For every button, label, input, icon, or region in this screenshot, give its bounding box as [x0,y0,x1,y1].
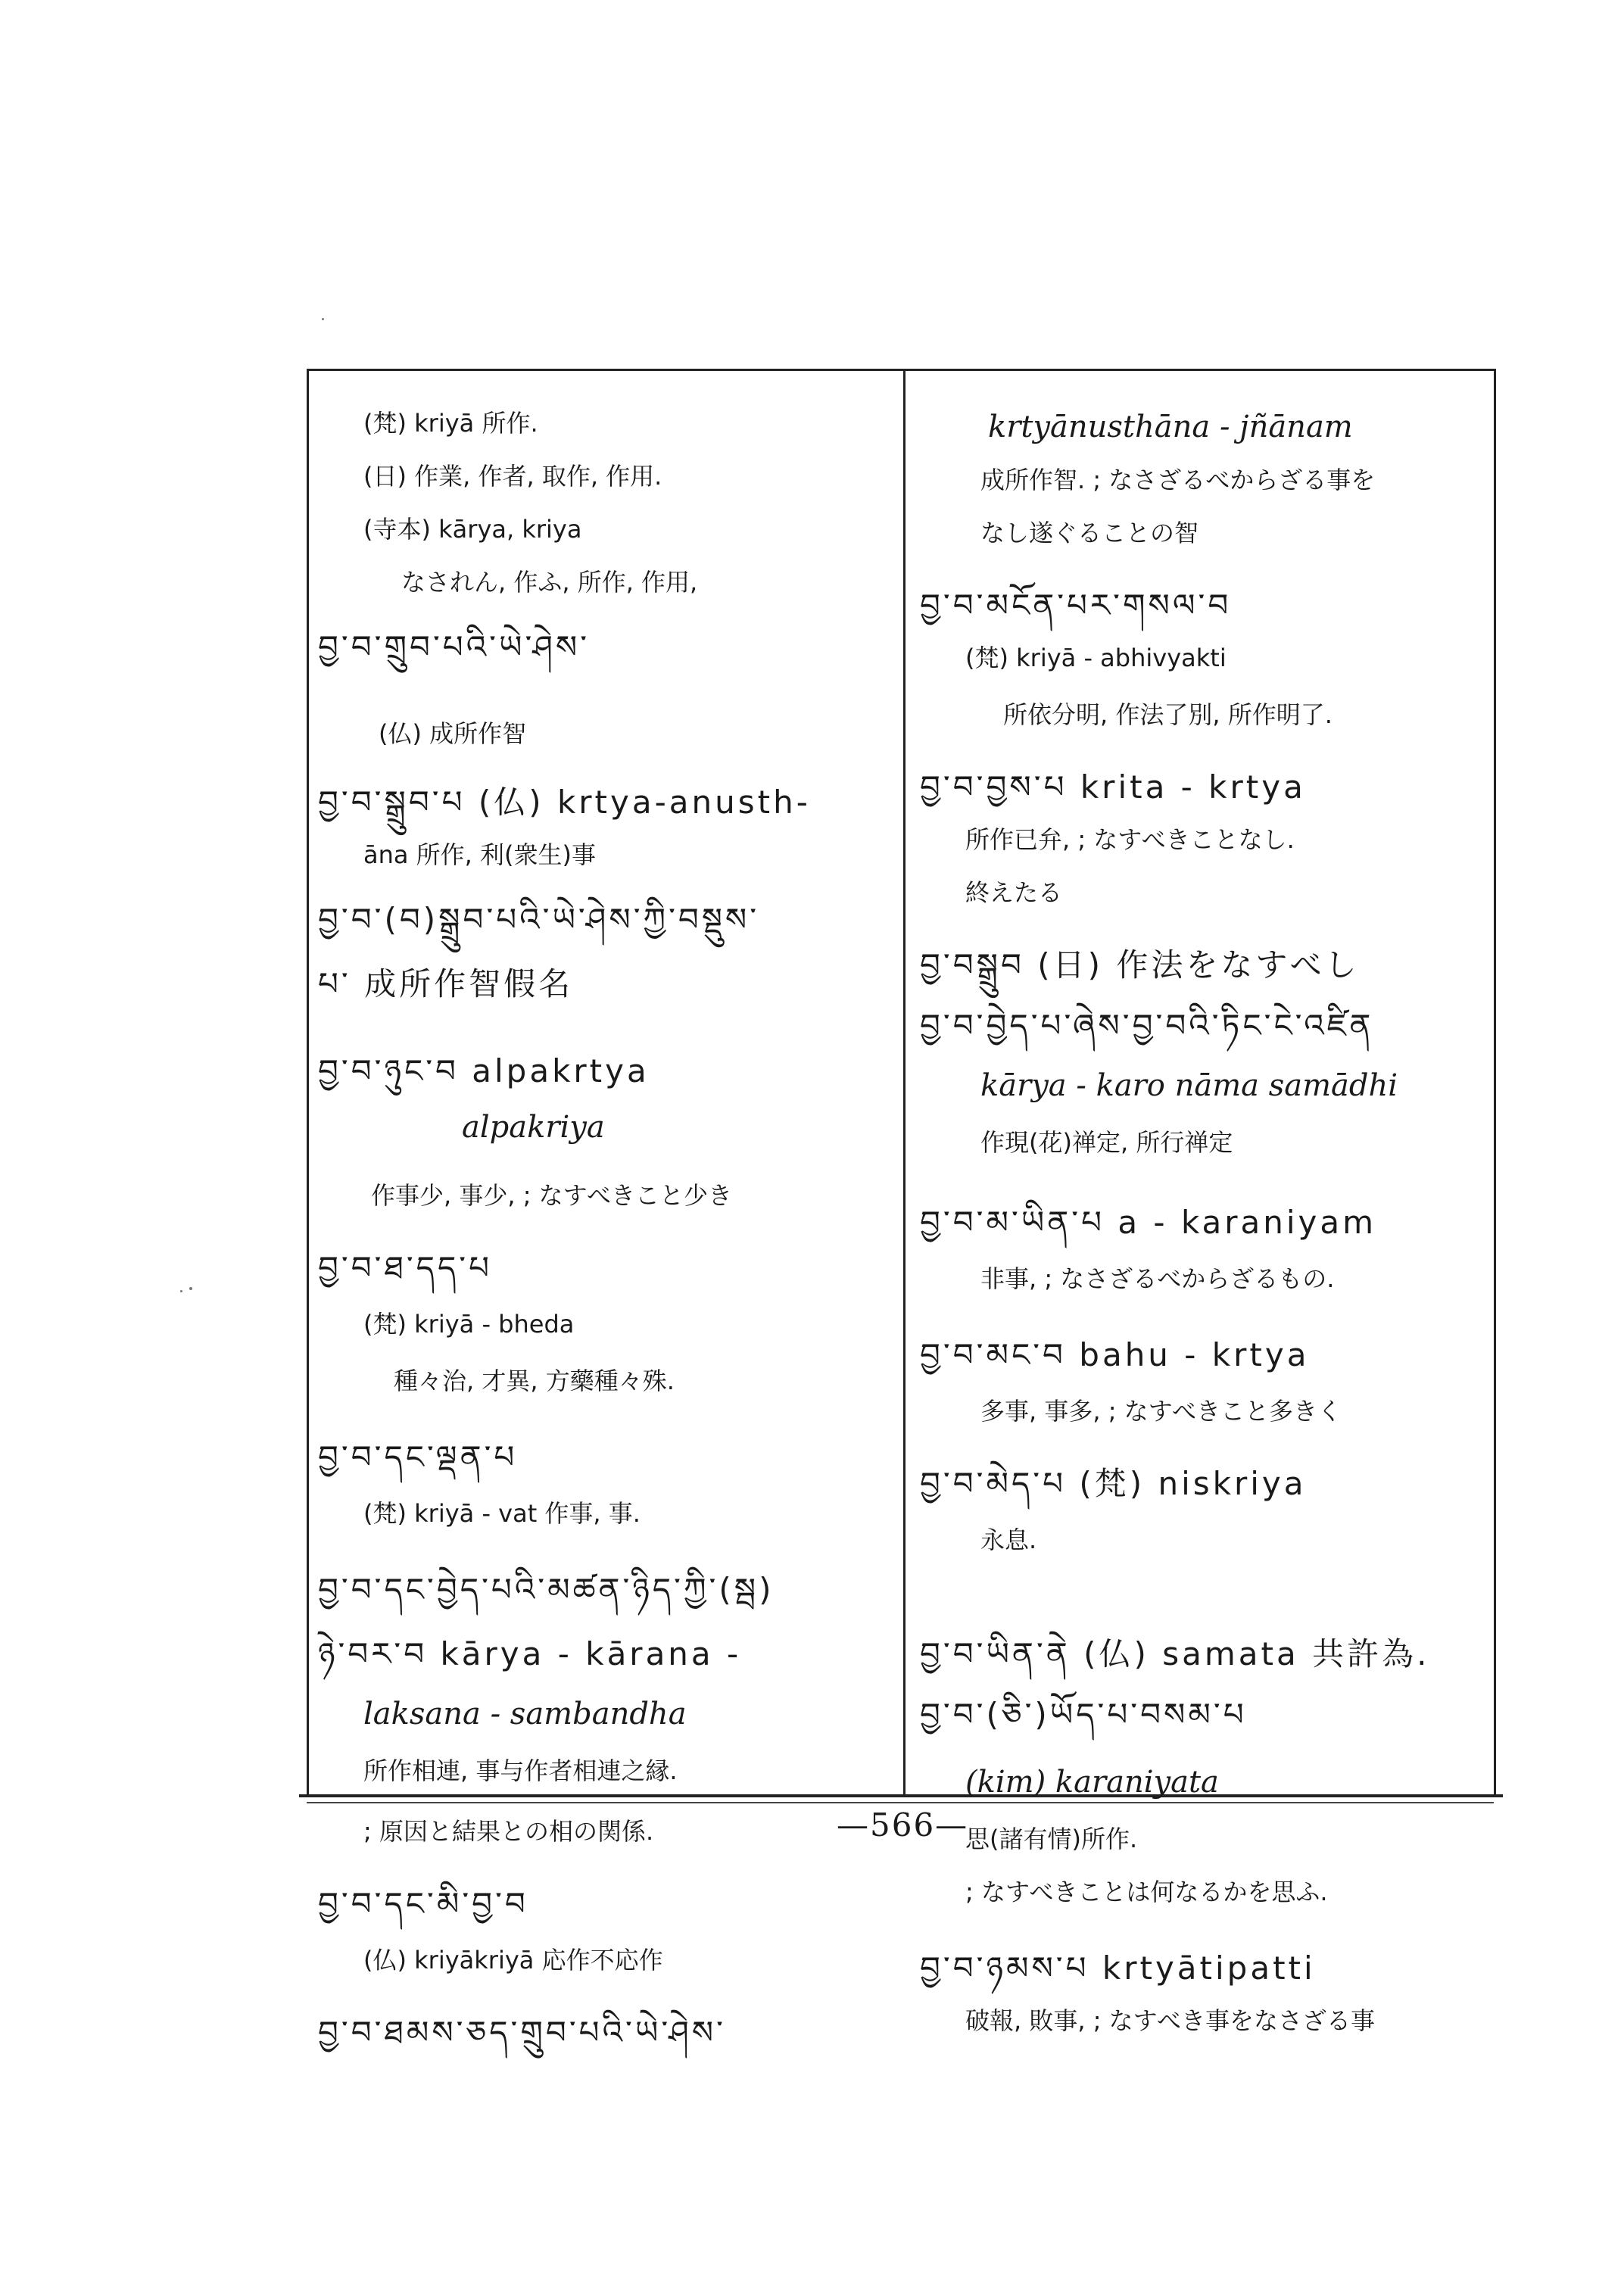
entry-line: 成所作智. ; なさざるべからざる事を [980,466,1376,494]
romanized-term: laksana - sambandha [363,1697,687,1731]
entry-line: āna 所作, 利(衆生)事 [363,840,596,869]
entry-line: 多事, 事多, ; なすべきこと多きく [980,1397,1342,1426]
tibetan-headword: བྱ་བ་གྲུབ་པའི་ཡེ་ཤེས་ [318,628,591,665]
entry-line: 終えたる [965,878,1063,907]
scan-speck [180,1290,182,1292]
entry-line: なされん, 作ふ, 所作, 作用, [401,568,698,597]
entry-line: (仏) kriyākriyā 応作不応作 [363,1946,663,1975]
entry-line: (仏) 成所作智 [379,719,527,748]
entry-line: པ་ 成所作智假名 [318,965,574,1002]
entry-line: (梵) kriyā - vat 作事, 事. [363,1499,641,1528]
entry-line: 思(諸有情)所作. [965,1825,1138,1853]
tibetan-headword: བྱ་བསྒྲུབ (日) 作法をなすべし [920,946,1360,983]
page-number: —566— [837,1806,969,1844]
entry-line: ; なすべきことは何なるかを思ふ. [965,1878,1328,1906]
entry-line: 破報, 敗事, ; なすべき事をなさざる事 [965,2006,1376,2035]
tibetan-headword: བྱ་བ་ཉམས་པ krtyātipatti [920,1950,1316,1987]
entry-line: 作事少, 事少, ; なすべきこと少き [371,1181,733,1210]
entry-line: 所依分明, 作法了別, 所作明了. [1003,700,1333,729]
scan-speck [322,318,324,320]
tibetan-headword: བྱ་བ་དང་མི་བྱ་བ [318,1885,528,1922]
entry-line: 永息. [980,1526,1037,1554]
frame-bottom-rule-inner [307,1802,1494,1803]
entry-line: (寺本) kārya, kriya [363,515,582,544]
entry-line: 非事, ; なさざるべからざるもの. [980,1264,1335,1293]
tibetan-headword: བྱ་བ་དང་བྱེད་པའི་མཚན་ཉིད་ཀྱི་(སྦ) [318,1571,775,1608]
entry-line: 所作相連, 事与作者相連之縁. [363,1756,678,1785]
entry-line: ; 原因と結果との相の関係. [363,1817,654,1846]
tibetan-headword: བྱ་བ་བྱས་པ krita - krtya [920,768,1306,806]
tibetan-headword: བྱ་བ་ཐམས་ཅད་གྲུབ་པའི་ཡེ་ཤེས་ [318,2014,726,2051]
tibetan-headword: བྱ་བ་ཡིན་ནེ (仏) samata 共許為. [920,1635,1430,1672]
tibetan-headword: བྱ་བ་མངོན་པར་གསལ་བ [920,587,1232,624]
tibetan-headword: བྱ་བ་བྱེད་པ་ཞེས་བྱ་བའི་ཏིང་ངེ་འཛིན [920,1007,1374,1044]
entry-line: 種々治, 才異, 方藥種々殊. [394,1367,675,1395]
entry-line: (日) 作業, 作者, 取作, 作用. [363,462,662,491]
tibetan-headword: བྱ་བ་དང་ལྡན་པ [318,1438,518,1476]
tibetan-headword: བྱ་བ་སྒྲུབ་པ (仏) krtya-anusth- [318,784,811,821]
entry-line: (梵) kriyā 所作. [363,409,538,438]
romanized-term: kārya - karo nāma samādhi [980,1068,1398,1103]
tibetan-headword: བྱ་བ་མང་བ bahu - krtya [920,1336,1310,1373]
scan-speck [189,1287,192,1290]
frame-bottom-rule [299,1794,1503,1797]
column-divider [903,369,906,1794]
tibetan-headword: བྱ་བ་ཉུང་བ alpakrtya [318,1052,650,1089]
entry-line: なし遂ぐることの智 [980,519,1199,547]
entry-line: 所作已弁, ; なすべきことなし. [965,825,1295,854]
tibetan-headword: བྱ་བ་མ་ཡིན་པ a - karaniyam [920,1204,1377,1241]
entry-line: (梵) kriyā - bheda [363,1310,575,1339]
tibetan-headword: བྱ་བ་(བ)སྒྲུབ་པའི་ཡེ་ཤེས་ཀྱི་བསྡུས་ [318,901,760,938]
entry-line: ཉེ་བར་བ kārya - kārana - [318,1635,742,1672]
entry-line: 作現(花)禅定, 所行禅定 [980,1128,1233,1157]
tibetan-headword: བྱ་བ་(ཅི་)ཡོད་པ་བསམ་པ [920,1696,1247,1733]
tibetan-headword: བྱ་བ་ཐ་དད་པ [318,1249,493,1286]
romanized-term: alpakriya [462,1110,605,1145]
romanized-term: krtyānusthāna - jñānam [988,410,1353,444]
romanized-term: (kim) karaniyata [965,1765,1219,1800]
tibetan-headword: བྱ་བ་མེད་པ (梵) niskriya [920,1465,1307,1502]
entry-line: (梵) kriyā - abhivyakti [965,644,1227,672]
